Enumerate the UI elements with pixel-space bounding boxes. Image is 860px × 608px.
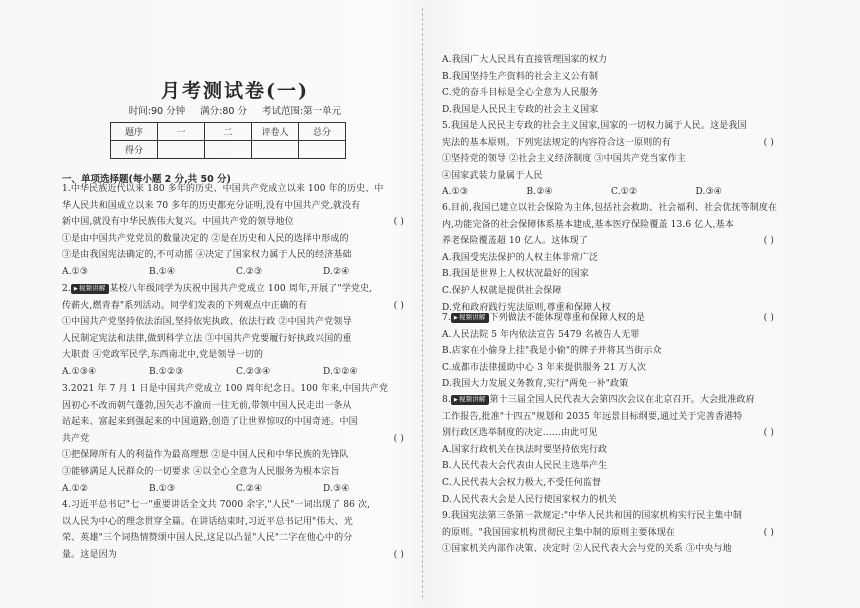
question-6 xyxy=(442,200,780,316)
score-header-cell: 评卷人 xyxy=(252,123,299,141)
question-text: 某校八年级同学为庆祝中国共产党成立 100 周年,开展了"学党史, xyxy=(109,284,373,294)
exam-time: 时间:90 分钟 xyxy=(128,106,186,117)
question-text: 传薪火,燃青春"系列活动。同学们发表的下列观点中正确的有 xyxy=(62,300,308,311)
statement: 大职责 ④党政军民学,东西南北中,党是领导一切的 xyxy=(62,350,264,361)
option-a: A.人民法院 5 年内依法宣告 5479 名被告人无罪 xyxy=(442,329,640,340)
question-text: 宪法的基本原则。下列宪法规定的内容符合这一原则的有 xyxy=(442,137,671,148)
question-text: 因初心不改而朝气蓬勃,因矢志不渝而一往无前,带领中国人民走出一条从 xyxy=(62,400,352,411)
video-explanation-badge[interactable]: ▶ 视频讲解 xyxy=(451,395,489,405)
question-text: 6.目前,我国已建立以社会保险为主体,包括社会救助、社会福利、社会优抚等制度在 xyxy=(442,203,778,213)
score-table-header-row xyxy=(111,123,346,141)
exam-info xyxy=(60,103,410,117)
option-d: D.我国是人民民主专政的社会主义国家 xyxy=(442,104,599,115)
answer-paren: ( ) xyxy=(393,549,404,560)
option-c: C.②④ xyxy=(236,483,263,494)
option-b: B.①③ xyxy=(149,483,176,494)
option-c: C.②③ xyxy=(236,266,263,277)
question-3 xyxy=(62,381,410,497)
score-cell-1[interactable] xyxy=(158,141,205,159)
question-text: 5.我国是人民民主专政的社会主义国家,国家的一切权力属于人民。这是我国 xyxy=(442,121,747,131)
question-9 xyxy=(442,508,780,558)
question-7: 7.▶ 视频讲解 下列做法不能体现尊重和保障人权的是 ( ) A.人民法院 5 年内依法宣告 5479 名被告人无罪 B.店家在小偷身上挂"我是小偷"的牌子并将其当街示众 C.成都市法律援助中心 3 年来提供服务 21 万人次 D.我国大力发展义务教育,实行"两免一补"政策 xyxy=(442,310,780,393)
option-d: D.①②④ xyxy=(323,366,358,377)
options-row xyxy=(442,184,780,201)
score-table xyxy=(110,122,346,159)
question-1 xyxy=(62,181,410,281)
option-d: D.②④ xyxy=(323,266,350,277)
question-4-options xyxy=(442,52,780,118)
option-b: B.我国坚持生产资料的社会主义公有制 xyxy=(442,71,599,82)
answer-paren: ( ) xyxy=(393,300,404,311)
statement: 人民制定宪法和法律,做到科学立法 ③中国共产党要履行好执政兴国的重 xyxy=(62,333,352,344)
score-row-label: 得分 xyxy=(111,141,158,159)
options-row xyxy=(62,481,410,498)
option-d: D.人民代表大会是人民行使国家权力的机关 xyxy=(442,494,617,505)
option-c: C.②③④ xyxy=(236,366,271,377)
statement: ③能够满足人民群众的一切要求 ④以全心全意为人民服务为根本宗旨 xyxy=(62,466,340,477)
question-text: 养老保险覆盖超 10 亿人。这体现了 xyxy=(442,236,588,247)
options-row xyxy=(62,264,410,281)
question-text: 共产党 xyxy=(62,433,90,444)
statement: ①中国共产党坚持依法治国,坚持依宪执政、依法行政 ②中国共产党领导 xyxy=(62,317,352,328)
question-text: 荣、英雄"三个词热情赞颂中国人民,这足以凸显"人民"二字在他心中的分 xyxy=(62,533,353,544)
question-text: 工作报告,批准"十四五"规划和 2035 年远景目标纲要,通过关于完善香港特 xyxy=(442,411,743,422)
answer-paren: ( ) xyxy=(763,137,774,148)
question-text: 3.2021 年 7 月 1 日是中国共产党成立 100 周年纪念日。100 年来,中国共产党 xyxy=(62,384,389,394)
option-a: A.①② xyxy=(62,483,89,494)
question-5 xyxy=(442,118,780,201)
question-text: 9.我国宪法第三条第一款规定:"中华人民共和国的国家机构实行民主集中制 xyxy=(442,511,743,521)
question-text: 量。这是因为 xyxy=(62,549,117,560)
section-heading: 一、单项选择题(每小题 2 分,共 50 分) xyxy=(62,174,231,185)
statement: ①是由中国共产党党员的数量决定的 ②是在历史和人民的选择中形成的 xyxy=(62,233,349,244)
option-c: C.人民代表大会权力极大,不受任何监督 xyxy=(442,477,602,488)
options-row xyxy=(62,364,410,381)
option-b: B.我国是世界上人权状况最好的国家 xyxy=(442,269,590,280)
video-explanation-badge[interactable]: ▶ 视频讲解 xyxy=(451,313,489,323)
answer-paren: ( ) xyxy=(763,527,774,538)
statement: ①坚持党的领导 ②社会主义经济制度 ③中国共产党当家作主 xyxy=(442,154,686,165)
question-text: 别行政区选举制度的决定……由此可见 xyxy=(442,428,598,439)
option-b: B.①②③ xyxy=(149,366,184,377)
option-a: A.国家行政机关在执法时要坚持依宪行政 xyxy=(442,444,608,455)
statement: ③是由我国宪法确定的,不可动摇 ④决定了国家权力属于人民的经济基础 xyxy=(62,250,352,261)
question-text: 内,功能完备的社会保障体系基本建成,基本医疗保险覆盖 13.6 亿人,基本 xyxy=(442,219,734,230)
option-c: C.保护人权就是提供社会保障 xyxy=(442,285,562,296)
statement: ①把保障所有人的利益作为最高理想 ②是中国人民和中华民族的先锋队 xyxy=(62,450,349,461)
paper-title: 月考测试卷(一) xyxy=(161,80,309,102)
video-explanation-badge[interactable]: ▶ 视频讲解 xyxy=(71,284,109,294)
question-text: 站起来、富起来到强起来的中国道路,创造了让世界惊叹的中国奇迹。中国 xyxy=(62,417,358,428)
question-text: 第十三届全国人民代表大会第四次会议在北京召开。大会批准政府 xyxy=(489,395,755,405)
score-cell-2[interactable] xyxy=(205,141,252,159)
option-b: B.①④ xyxy=(149,266,176,277)
answer-paren: ( ) xyxy=(393,433,404,444)
question-4 xyxy=(62,497,410,563)
score-header-cell: 总分 xyxy=(299,123,346,141)
option-b: B.店家在小偷身上挂"我是小偷"的牌子并将其当街示众 xyxy=(442,346,662,357)
score-table-score-row xyxy=(111,141,346,159)
option-d: D.我国大力发展义务教育,实行"两免一补"政策 xyxy=(442,379,629,390)
question-text: 4.习近平总书记"七一"重要讲话全文共 7000 余字,"人民"一词出现了 86 次, xyxy=(62,500,371,510)
option-c: C.党的奋斗目标是全心全意为人民服务 xyxy=(442,88,599,99)
question-text: 华人民共和国成立以来 70 多年的历史都充分证明,没有中国共产党,就没有 xyxy=(62,200,361,211)
score-header-cell: 二 xyxy=(205,123,252,141)
score-cell-total[interactable] xyxy=(299,141,346,159)
question-text: 以人民为中心的理念贯穿全篇。在讲话结束时,习近平总书记用"伟大、光 xyxy=(62,516,353,527)
center-fold-divider xyxy=(422,8,423,598)
question-2: 2.▶ 视频讲解 某校八年级同学为庆祝中国共产党成立 100 周年,开展了"学党史, 传薪火,燃青春"系列活动。同学们发表的下列观点中正确的有 ( ) ①中国共产党坚持依法治国,坚持依宪执政、依法行政 ②中国共产党领导 人民制定宪法和法律,做到科学立法 ③中国共产党要履行好执政兴国的重 大职责 ④党政军民学,东西南北中,党是领导一切的 A.①③④ B.①②③ C.②③④ D.①②④ xyxy=(62,281,410,381)
question-text: 1.中华民族近代以来 180 多年的历史、中国共产党成立以来 100 年的历史、中 xyxy=(62,184,384,194)
option-d: D.党和政府践行宪法原则,尊重和保障人权 xyxy=(442,302,611,313)
option-d: D.③④ xyxy=(695,187,722,198)
option-b: B.②④ xyxy=(526,187,553,198)
exam-full-score: 满分:80 分 xyxy=(200,106,247,117)
score-cell-grader[interactable] xyxy=(252,141,299,159)
question-text: 新中国,就没有中华民族伟大复兴。中国共产党的领导地位 xyxy=(62,217,294,228)
option-b: B.人民代表大会代表由人民民主选举产生 xyxy=(442,461,608,472)
score-header-cell: 一 xyxy=(158,123,205,141)
statement: ①国家机关内部作决策、决定时 ②人民代表大会与党的关系 ③中央与地 xyxy=(442,544,732,555)
exam-scope: 考试范围:第一单元 xyxy=(261,106,342,117)
option-a: A.我国受宪法保护的人权主体非常广泛 xyxy=(442,252,599,263)
option-d: D.③④ xyxy=(323,483,350,494)
option-c: C.成都市法律援助中心 3 年来提供服务 21 万人次 xyxy=(442,362,647,373)
option-c: C.①② xyxy=(611,187,638,198)
question-text: 的原则。"我国国家机构贯彻民主集中制的原则主要体现在 xyxy=(442,527,676,538)
score-header-cell: 题序 xyxy=(111,123,158,141)
question-text: 下列做法不能体现尊重和保障人权的是 xyxy=(489,313,646,323)
answer-paren: ( ) xyxy=(763,428,774,439)
answer-paren: ( ) xyxy=(393,217,404,228)
option-a: A.①③ xyxy=(62,266,89,277)
question-8: 8.▶ 视频讲解 第十三届全国人民代表大会第四次会议在北京召开。大会批准政府 工作报告,批准"十四五"规划和 2035 年远景目标纲要,通过关于完善香港特 别行政区选举制度的决定……由此可见 ( ) A.国家行政机关在执法时要坚持依宪行政 B.人民代表大会代表由人民民主选举产生 C.人民代表大会权力极大,不受任何监督 D.人民代表大会是人民行使国家权力的机关 xyxy=(442,392,780,508)
option-a: A.①③ xyxy=(442,187,469,198)
option-a: A.①③④ xyxy=(62,366,97,377)
option-a: A.我国广大人民具有直接管理国家的权力 xyxy=(442,55,608,65)
statement: ④国家武装力量属于人民 xyxy=(442,170,543,181)
answer-paren: ( ) xyxy=(763,236,774,247)
answer-paren: ( ) xyxy=(763,313,774,323)
